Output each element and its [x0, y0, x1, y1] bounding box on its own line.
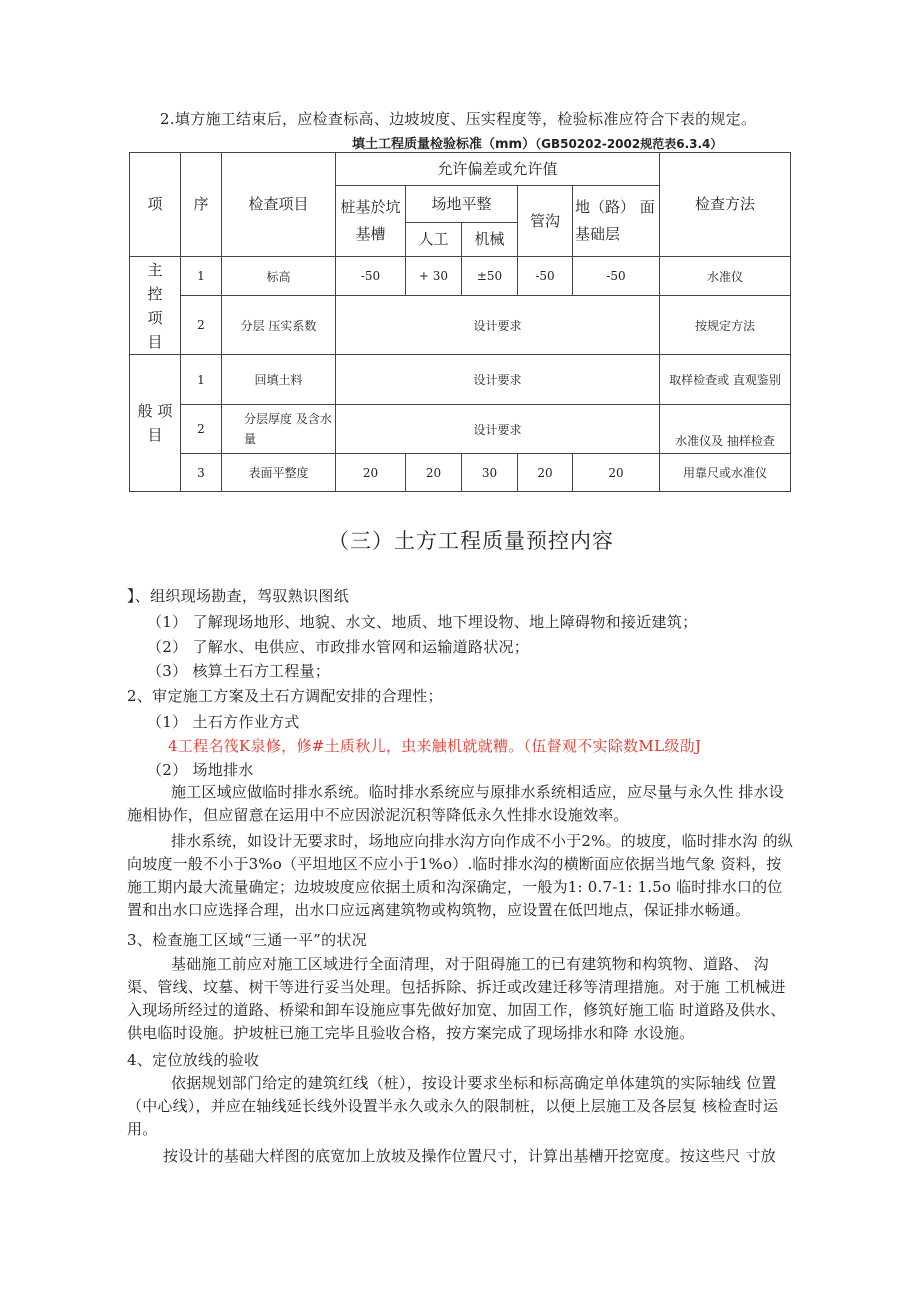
cell-method: 用靠尺或水准仪 — [660, 454, 791, 492]
table-row — [130, 355, 791, 405]
cell-method: 水准仪及 抽样检查 — [660, 405, 791, 454]
paragraph-drain-1: 施工区域应做临时排水系统。临时排水系统应与原排水系统相适应，应尽量与永久性 排水设施相协作，但应留意在运用中不应因淤泥沉积等降低永久性排水设施效率。 — [127, 783, 784, 824]
header-manual: 人工 — [406, 223, 462, 257]
heading-3: 3、检查施工区域“三通一平”的状况 — [127, 931, 367, 949]
heading-2: 2、审定施工方案及土石方调配安排的合理性； — [127, 687, 443, 705]
section-title: （三）土方工程质量预控内容 — [328, 529, 614, 553]
cell-pile: -50 — [336, 257, 406, 296]
item-1-2: （2） 了解水、电供应、市政排水管网和运输道路状况； — [147, 638, 530, 656]
cell-method: 按规定方法 — [660, 296, 791, 355]
table-title — [352, 133, 722, 152]
cell-merged: 设计要求 — [336, 405, 660, 454]
item-1-3: （3） 核算土石方工程量； — [147, 662, 331, 680]
item-2-2: （2） 场地排水 — [147, 761, 254, 779]
cell-machine: 30 — [462, 454, 518, 492]
cell-seq: 2 — [181, 296, 222, 355]
cell-seq: 2 — [181, 405, 222, 454]
cell-name: 回填土料 — [222, 355, 336, 405]
paragraph-positioning-1: 依据规划部门给定的建筑红线（桩），按设计要求坐标和标高确定单体建筑的实际轴线 位置（中心线），并应在轴线延长线外设置半永久或永久的限制桩，以便上层施工及各层复 核检查时运用。 — [127, 1074, 779, 1138]
cell-pipe: 20 — [518, 454, 573, 492]
header-site: 场地平整 — [406, 186, 518, 223]
table-row — [130, 405, 791, 454]
cell-road: 20 — [573, 454, 660, 492]
cell-seq: 1 — [181, 355, 222, 405]
header-pile: 桩基於坑基槽 — [336, 186, 406, 257]
item-2-red-text: 4工程名筏K泉修，修#土质秋儿，虫来触机就就糟。（伍督观不实除数ML级劭J — [168, 737, 702, 755]
table-title-standard: （GB50202-2002规范表6.3.4） — [535, 137, 723, 151]
paragraph-site-clearing: 基础施工前应对施工区域进行全面清理，对于阻碍施工的已有建筑物和构筑物、道路、 沟渠、管线、坟墓、树干等进行妥当处理。包括拆除、拆迁或改建迁移等清理措施。对于施 工机械进入现场所经过的道路、桥梁和卸车设施应事先做好加宽、加固工作，修筑好施工临 时道路及供水、供电临时设施。护坡桩已施工完毕且验收合格，按方案完成了现场排水和降 水设施。 — [127, 955, 786, 1042]
cell-seq: 1 — [181, 257, 222, 296]
cell-method: 水准仪 — [660, 257, 791, 296]
header-item: 项 — [130, 153, 181, 257]
cell-manual: + 30 — [406, 257, 462, 296]
header-allowance: 允许偏差或允许值 — [336, 153, 660, 186]
cell-name: 标高 — [222, 257, 336, 296]
quality-standard-table — [129, 152, 791, 492]
cell-name: 分层厚度 及含水量 — [222, 405, 336, 454]
item-1-1: （1） 了解现场地形、地貌、水文、地质、地下埋设物、地上障碍物和接近建筑； — [147, 613, 698, 631]
cell-road: -50 — [573, 257, 660, 296]
cell-name: 分层 压实系数 — [222, 296, 336, 355]
cell-method: 取样检查或 直观鉴别 — [660, 355, 791, 405]
header-check-item: 检查项目 — [222, 153, 336, 257]
paragraph-positioning-2: 按设计的基础大样图的底宽加上放坡及操作位置尺寸，计算出基槽开挖宽度。按这些尺 寸放 — [163, 1147, 776, 1165]
header-method: 检查方法 — [660, 153, 791, 257]
header-road: 地（路） 面基础层 — [573, 186, 660, 257]
heading-4: 4、定位放线的验收 — [127, 1051, 260, 1069]
general-label: 般 项 目 — [130, 355, 181, 492]
cell-manual: 20 — [406, 454, 462, 492]
cell-name: 表面平整度 — [222, 454, 336, 492]
intro-text: 2.填方施工结束后，应检查标高、边坡坡度、压实程度等，检验标准应符合下表的规定。 — [160, 110, 757, 128]
main-control-label: 主控项目 — [130, 257, 181, 355]
table-title-main: 填土工程质量检验标准（mm） — [352, 137, 536, 152]
cell-pile: 20 — [336, 454, 406, 492]
table-row — [130, 454, 791, 492]
table-row — [130, 257, 791, 296]
heading-1: 】、组织现场勘查，驾驭熟识图纸 — [127, 587, 350, 605]
header-machine: 机械 — [462, 223, 518, 257]
cell-merged: 设计要求 — [336, 355, 660, 405]
item-2-1: （1） 土石方作业方式 — [147, 713, 300, 731]
cell-machine: ±50 — [462, 257, 518, 296]
header-seq: 序 — [181, 153, 222, 257]
cell-merged: 设计要求 — [336, 296, 660, 355]
paragraph-drain-2: 排水系统，如设计无要求时，场地应向排水沟方向作成不小于2%。的坡度，临时排水沟 的纵向坡度一般不小于3%o（平坦地区不应小于1%o）.临时排水沟的横断面应依据当地气象 资料，按施工期内最大流量确定；边坡坡度应依据土质和沟深确定，一般为1: 0.7-1: 1.5o 临时排水口的位置和出水口应选择合理，出水口应远离建筑物或构筑物，应设置在低凹地点，保证排水畅通。 — [127, 832, 793, 919]
table-row — [130, 296, 791, 355]
cell-seq: 3 — [181, 454, 222, 492]
header-pipe: 管沟 — [518, 186, 573, 257]
cell-pipe: -50 — [518, 257, 573, 296]
